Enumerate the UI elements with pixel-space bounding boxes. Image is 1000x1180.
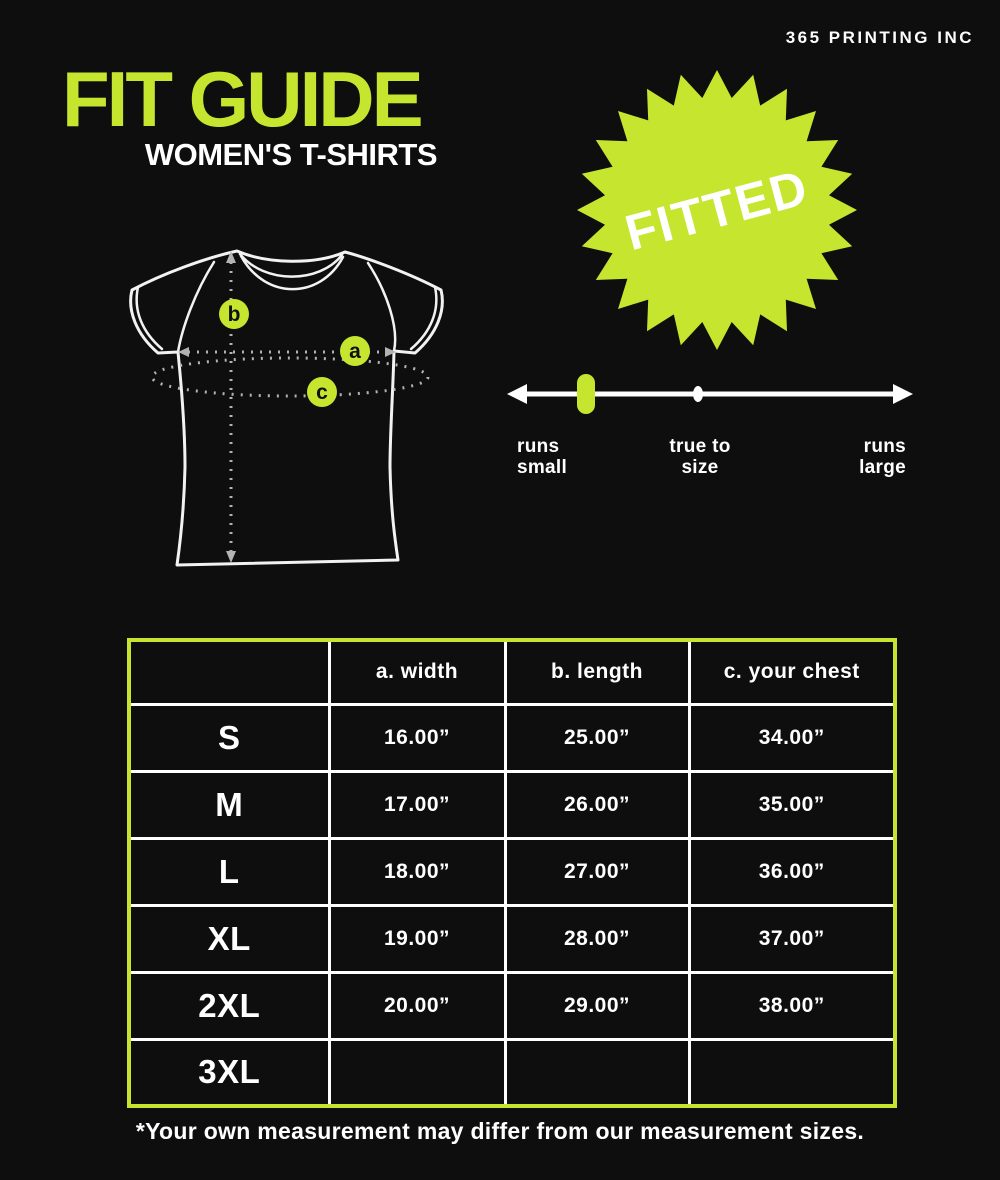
scale-label-line: runs	[863, 436, 906, 457]
true-to-size-dot	[693, 386, 703, 402]
scale-label-runs-small	[517, 436, 567, 478]
size-label: XL	[129, 905, 329, 972]
length-value: 28.00”	[505, 905, 689, 972]
right-cuff-line	[411, 287, 436, 349]
page-title: FIT GUIDE	[62, 55, 421, 143]
chest-value: 37.00”	[689, 905, 895, 972]
width-value: 16.00”	[329, 704, 505, 771]
chest-value: 38.00”	[689, 972, 895, 1039]
page-subtitle: WOMEN'S T-SHIRTS	[144, 137, 437, 172]
chest-value	[689, 1039, 895, 1106]
width-value: 20.00”	[329, 972, 505, 1039]
left-armhole-seam	[178, 262, 214, 352]
chest-value: 35.00”	[689, 771, 895, 838]
scale-label-line: small	[517, 457, 568, 478]
size-label: 3XL	[129, 1039, 329, 1106]
size-label: S	[129, 704, 329, 771]
width-value	[329, 1039, 505, 1106]
measurement-disclaimer: *Your own measurement may differ from our measurement sizes.	[135, 1118, 865, 1144]
scale-arrow-left-icon	[507, 384, 527, 404]
chest-measure-ellipse	[152, 358, 428, 396]
fit-scale	[505, 371, 915, 419]
scale-label-line: size	[681, 457, 719, 478]
length-value: 25.00”	[505, 704, 689, 771]
header-size	[129, 640, 329, 704]
header-length: b. length	[505, 640, 689, 704]
scale-label-line: true to	[669, 436, 731, 457]
chest-value: 34.00”	[689, 704, 895, 771]
length-value	[505, 1039, 689, 1106]
right-armhole-seam	[368, 263, 395, 351]
header-chest: c. your chest	[689, 640, 895, 704]
table-header-row	[129, 640, 895, 704]
table-row	[129, 905, 895, 972]
brand-name: 365 PRINTING INC	[785, 28, 974, 47]
size-table	[127, 638, 897, 1108]
width-value: 18.00”	[329, 838, 505, 905]
fitted-badge	[567, 60, 867, 360]
length-value: 26.00”	[505, 771, 689, 838]
fit-marker-pill	[577, 374, 595, 414]
length-value: 29.00”	[505, 972, 689, 1039]
scale-label-runs-large	[828, 436, 906, 478]
table-row	[129, 838, 895, 905]
marker-a-label: a	[349, 340, 361, 363]
header-width: a. width	[329, 640, 505, 704]
width-value: 19.00”	[329, 905, 505, 972]
scale-arrow-right-icon	[893, 384, 913, 404]
table-row	[129, 771, 895, 838]
tshirt-diagram	[100, 232, 480, 582]
tshirt-outline-icon	[131, 251, 443, 565]
marker-c-label: c	[316, 381, 328, 404]
table-row	[129, 704, 895, 771]
size-label: L	[129, 838, 329, 905]
table-row	[129, 972, 895, 1039]
left-cuff-line	[137, 287, 162, 349]
table-row	[129, 1039, 895, 1106]
scale-label-true-to-size	[640, 436, 760, 478]
scale-label-line: runs	[517, 436, 560, 457]
length-arrow-down-icon	[226, 551, 236, 563]
size-label: M	[129, 771, 329, 838]
fitted-badge-label: FITTED	[619, 158, 815, 262]
length-value: 27.00”	[505, 838, 689, 905]
scale-label-line: large	[859, 457, 906, 478]
chest-value: 36.00”	[689, 838, 895, 905]
width-value: 17.00”	[329, 771, 505, 838]
size-label: 2XL	[129, 972, 329, 1039]
marker-b-label: b	[227, 303, 241, 326]
